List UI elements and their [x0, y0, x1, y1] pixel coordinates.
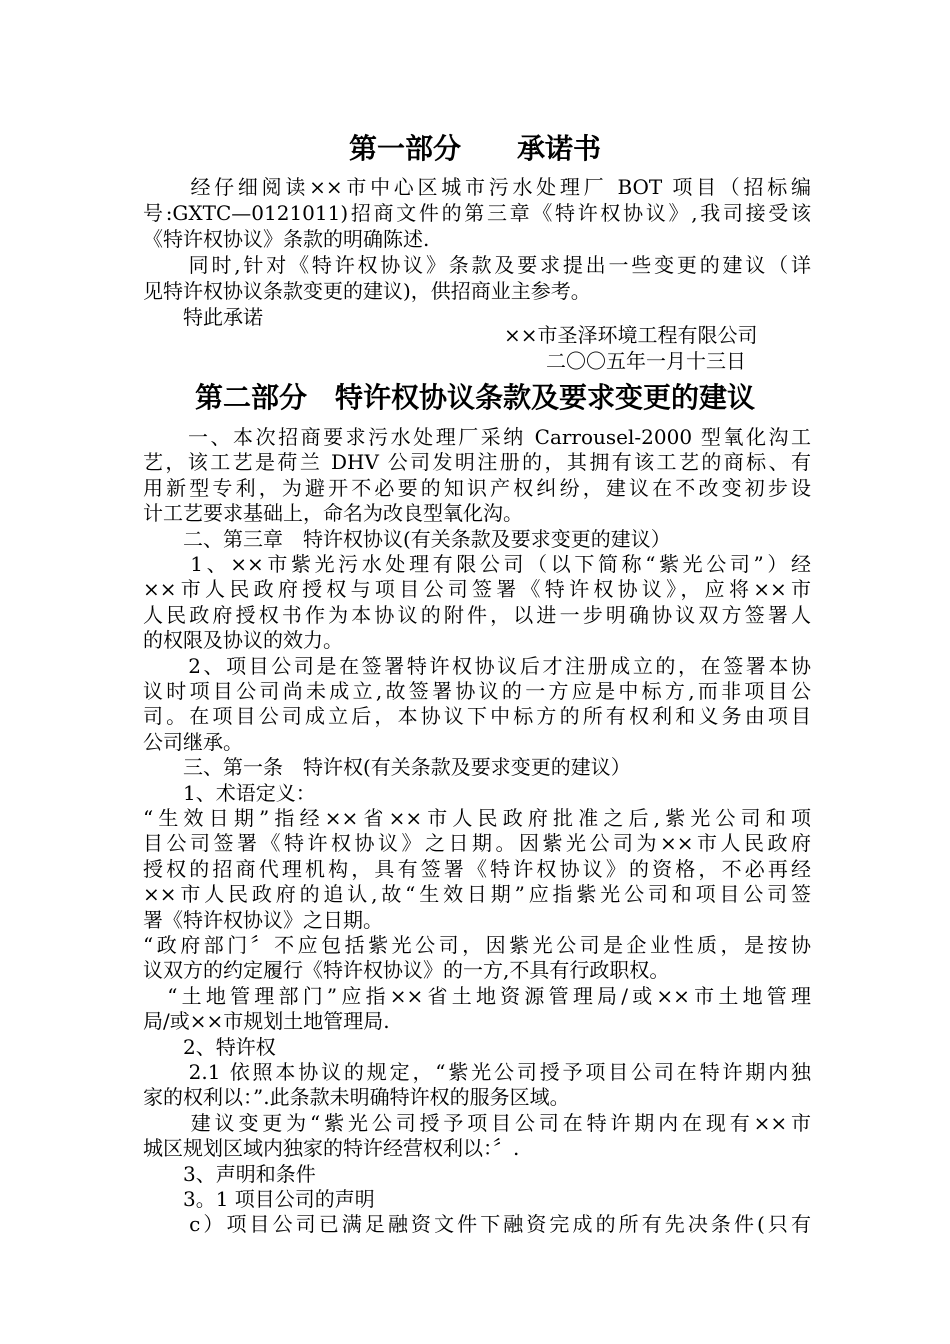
- paragraph-line: c）项目公司已满足融资文件下融资完成的所有先决条件(只有: [143, 1212, 811, 1237]
- paragraph-line: “生效日期”指经××省××市人民政府批准之后,紫光公司和项: [143, 806, 811, 830]
- paragraph-line: 《特许权协议》条款的明确陈述.: [143, 227, 430, 251]
- paragraph-line: 一、本次招商要求污水处理厂采纳 Carrousel-2000 型氧化沟工: [143, 425, 811, 449]
- paragraph-line: 目公司签署《特许权协议》之日期。因紫光公司为××市人民政府: [143, 831, 811, 856]
- signature-date: 二〇〇五年一月十三日: [546, 349, 746, 373]
- paragraph-line: 经仔细阅读××市中心区城市污水处理厂 BOT 项目（招标编: [143, 175, 811, 199]
- paragraph-line: 议时项目公司尚未成立,故签署协议的一方应是中标方,而非项目公: [143, 679, 811, 703]
- paragraph-line: 建议变更为“紫光公司授予项目公司在特许期内在现有××市: [143, 1110, 811, 1135]
- paragraph-line: 司。在项目公司成立后，本协议下中标方的所有权利和义务由项目: [143, 704, 811, 729]
- part2-title: 第二部分 特许权协议条款及要求变更的建议: [194, 381, 755, 414]
- paragraph-line: 计工艺要求基础上，命名为改良型氧化沟。: [143, 501, 523, 526]
- paragraph-line: 同时,针对《特许权协议》条款及要求提出一些变更的建议（详: [143, 253, 811, 277]
- paragraph-line: 见特许权协议条款变更的建议)，供招商业主参考。: [143, 279, 591, 303]
- paragraph-line: 人民政府授权书作为本协议的附件，以进一步明确协议双方签署人: [143, 602, 811, 627]
- paragraph-line: 用新型专利，为避开不必要的知识产权纠纷，建议在不改变初步设: [143, 475, 811, 500]
- paragraph-line: 3。1 项目公司的声明: [143, 1187, 375, 1211]
- paragraph-line: 2、特许权: [143, 1034, 276, 1059]
- paragraph-line: 公司继承。: [143, 729, 243, 754]
- paragraph-line: 城区规划区域内独家的特许经营权利以：〞.: [143, 1136, 520, 1161]
- company-signature: ××市圣泽环境工程有限公司: [504, 323, 758, 347]
- paragraph-line: 1、术语定义：: [143, 780, 316, 805]
- part1-title: 第一部分 承诺书: [348, 132, 601, 165]
- paragraph-line: 艺，该工艺是荷兰 DHV 公司发明注册的，其拥有该工艺的商标、有: [143, 450, 811, 475]
- paragraph-line: 署《特许权协议》之日期。: [143, 907, 383, 932]
- paragraph-line: 家的权利以：”.此条款未明确特许权的服务区域。: [143, 1085, 570, 1110]
- paragraph-line: 2.1 依照本协议的规定，“紫光公司授予项目公司在特许期内独: [143, 1060, 811, 1084]
- paragraph-line: 特此承诺: [143, 305, 263, 329]
- paragraph-line: “政府部门〞不应包括紫光公司，因紫光公司是企业性质，是按协: [143, 933, 811, 957]
- paragraph-line: 局/或××市规划土地管理局.: [143, 1009, 390, 1034]
- paragraph-line: 2、项目公司是在签署特许权协议后才注册成立的，在签署本协: [143, 653, 811, 678]
- paragraph-line: “土地管理部门”应指××省土地资源管理局/或××市土地管理: [143, 983, 811, 1008]
- paragraph-line: 议双方的约定履行《特许权协议》的一方,不具有行政职权。: [143, 958, 670, 983]
- paragraph-line: 授权的招商代理机构，具有签署《特许权协议》的资格，不必再经: [143, 856, 811, 881]
- paragraph-line: ××市人民政府的追认,故“生效日期”应指紫光公司和项目公司签: [143, 882, 811, 907]
- paragraph-line: 号:GXTC—0121011)招商文件的第三章《特许权协议》,我司接受该: [143, 201, 811, 225]
- paragraph-line: 二、第三章 特许权协议(有关条款及要求变更的建议）: [143, 526, 671, 551]
- paragraph-line: ××市人民政府授权与项目公司签署《特许权协议》，应将××市: [143, 577, 811, 602]
- paragraph-line: 的权限及协议的效力。: [143, 628, 343, 653]
- paragraph-line: 1、××市紫光污水处理有限公司（以下简称“紫光公司”）经: [143, 552, 811, 576]
- paragraph-line: 三、第一条 特许权(有关条款及要求变更的建议）: [143, 755, 631, 780]
- paragraph-line: 3、声明和条件: [143, 1161, 316, 1186]
